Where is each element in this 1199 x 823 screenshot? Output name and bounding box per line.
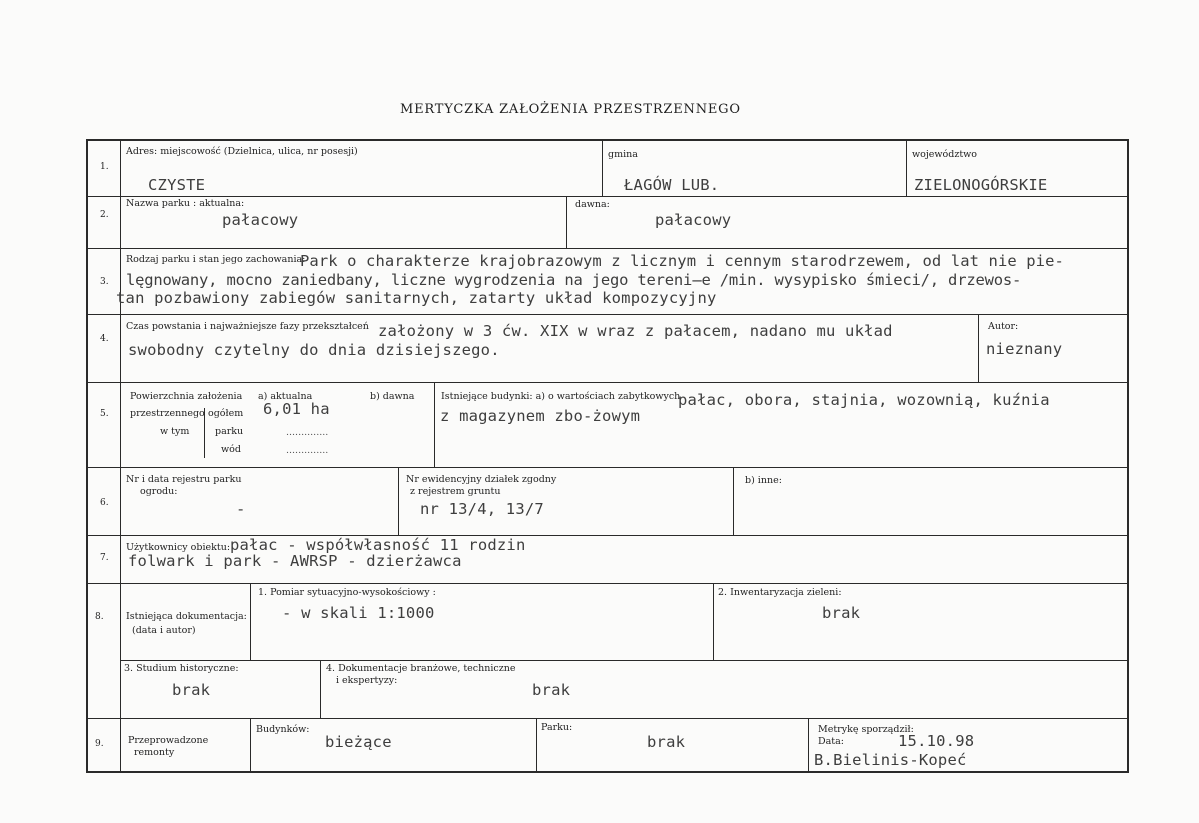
current-name-value: pałacowy	[222, 211, 299, 229]
row-number: 1.	[100, 162, 109, 172]
other-label: b) inne:	[745, 475, 782, 486]
park-type-line2: lęgnowany, mocno zaniedbany, liczne wygrodzenia na jego tereni̶e /min. wysypisko śmieci/, drzewos-	[126, 271, 1022, 289]
users-line2: folwark i park - AWRSP - dzierżawca	[128, 552, 462, 570]
author-label: Autor:	[988, 321, 1019, 332]
author-value: nieznany	[986, 340, 1063, 358]
of-which-label: w tym	[160, 426, 190, 437]
row-separator	[86, 248, 1129, 249]
total-label: ogółem	[208, 408, 244, 419]
park-type-label: Rodzaj parku i stan jego zachowania:	[126, 254, 306, 265]
current-area-value: 6,01 ha	[263, 400, 330, 418]
buildings-repairs-label: Budynków:	[256, 724, 310, 735]
cell-divider	[713, 583, 714, 661]
cell-divider	[250, 718, 251, 772]
row-separator	[86, 382, 1129, 383]
voivodeship-label: województwo	[912, 149, 978, 160]
cell-divider	[434, 382, 435, 468]
page-title: MERTYCZKA ZAŁOŻENIA PRZESTRZENNEGO	[400, 102, 741, 117]
row-number: 3.	[100, 277, 109, 287]
row-number: 9.	[95, 739, 104, 749]
gmina-label: gmina	[608, 149, 638, 160]
parcel-label: Nr ewidencyjny działek zgodny	[406, 474, 557, 485]
current-area-label: a) aktualna	[258, 391, 313, 402]
parcel-value: nr 13/4, 13/7	[420, 500, 544, 518]
row-separator	[120, 660, 1129, 661]
frame-left	[86, 139, 88, 772]
row-separator	[86, 718, 1129, 719]
row-number: 2.	[100, 210, 109, 220]
users-line1: pałac - współwłasność 11 rodzin	[230, 536, 526, 554]
row-number: 4.	[100, 334, 109, 344]
survey-label: 1. Pomiar sytuacyjno-wysokościowy :	[258, 587, 436, 598]
date-label: Data:	[818, 736, 844, 747]
repairs-label-2: remonty	[134, 747, 175, 758]
row-separator	[86, 196, 1129, 197]
docs-label: Istniejąca dokumentacja:	[126, 611, 247, 622]
cell-divider	[808, 718, 809, 772]
history-line1: założony w 3 ćw. XIX w wraz z pałacem, nadano mu układ	[378, 322, 893, 340]
history-line2: swobodny czytelny do dnia dzisiejszego.	[128, 341, 500, 359]
park-type-line1: Park o charakterze krajobrazowym z licznym i cennym starodrzewem, od lat nie pie-	[300, 252, 1064, 270]
row-number: 6.	[100, 498, 109, 508]
branch-docs-value: brak	[532, 681, 571, 699]
register-label-2: ogrodu:	[140, 486, 178, 497]
address-label: Adres: miejscowość (Dzielnica, ulica, nr posesji)	[126, 146, 358, 157]
park-type-line3: tan pozbawiony zabiegów sanitarnych, zatarty układ kompozycyjny	[116, 289, 717, 307]
buildings-label: Istniejące budynki: a) o wartościach zabytkowych	[441, 391, 681, 402]
park-area-dots: ..............	[286, 427, 329, 438]
number-column-divider	[120, 139, 121, 772]
branch-docs-label: 4. Dokumentacje branżowe, techniczne	[326, 663, 516, 674]
buildings-line2: z magazynem zbo-żowym	[440, 407, 641, 425]
row-separator	[86, 314, 1129, 315]
row-separator	[86, 583, 1129, 584]
register-value: -	[236, 500, 246, 518]
current-name-label: Nazwa parku : aktualna:	[126, 198, 245, 209]
cell-divider	[602, 139, 603, 197]
cell-divider	[250, 583, 251, 661]
history-study-value: brak	[172, 681, 211, 699]
cell-divider	[733, 467, 734, 536]
repairs-label: Przeprowadzone	[128, 735, 209, 746]
buildings-line1: pałac, obora, stajnia, wozownią, kuźnia	[678, 391, 1050, 409]
history-study-label: 3. Studium historyczne:	[124, 663, 239, 674]
area-label: Powierzchnia założenia	[130, 391, 243, 402]
park-repairs-value: brak	[647, 733, 686, 751]
frame-top	[86, 139, 1129, 141]
cell-divider	[320, 660, 321, 719]
register-label: Nr i data rejestru parku	[126, 474, 242, 485]
address-value: CZYSTE	[148, 176, 206, 194]
cell-divider	[978, 314, 979, 383]
users-label: Użytkownicy obiektu:	[126, 542, 231, 553]
gmina-value: ŁAGÓW LUB.	[624, 176, 720, 194]
voivodeship-value: ZIELONOGÓRSKIE	[914, 176, 1048, 194]
cell-divider	[398, 467, 399, 536]
former-name-value: pałacowy	[655, 211, 732, 229]
date-value: 15.10.98	[898, 732, 975, 750]
prepared-by-value: B.Bielinis-Kopeć	[814, 751, 967, 769]
inventory-value: brak	[822, 604, 861, 622]
cell-divider	[536, 718, 537, 772]
survey-value: - w skali 1:1000	[282, 604, 435, 622]
area-label-2: przestrzennego	[130, 408, 205, 419]
prepared-by-label: Metrykę sporządził:	[818, 724, 914, 735]
frame-bottom	[86, 771, 1129, 773]
row-separator	[86, 467, 1129, 468]
water-area-dots: ..............	[286, 445, 329, 456]
frame-right	[1127, 139, 1129, 772]
row-number: 7.	[100, 553, 109, 563]
branch-docs-label-2: i ekspertyzy:	[336, 675, 398, 686]
park-area-label: parku	[215, 426, 244, 437]
cell-divider	[566, 196, 567, 249]
row-number: 5.	[100, 409, 109, 419]
docs-label-2: (data i autor)	[132, 625, 196, 636]
former-name-label: dawna:	[575, 199, 610, 210]
park-repairs-label: Parku:	[541, 722, 573, 733]
former-area-label: b) dawna	[370, 391, 415, 402]
parcel-label-2: z rejestrem gruntu	[410, 486, 501, 497]
row-number: 8.	[95, 612, 104, 622]
history-label: Czas powstania i najważniejsze fazy przekształceń	[126, 321, 369, 332]
cell-divider	[906, 139, 907, 197]
buildings-repairs-value: bieżące	[325, 733, 392, 751]
inventory-label: 2. Inwentaryzacja zieleni:	[718, 587, 842, 598]
water-area-label: wód	[221, 444, 241, 455]
